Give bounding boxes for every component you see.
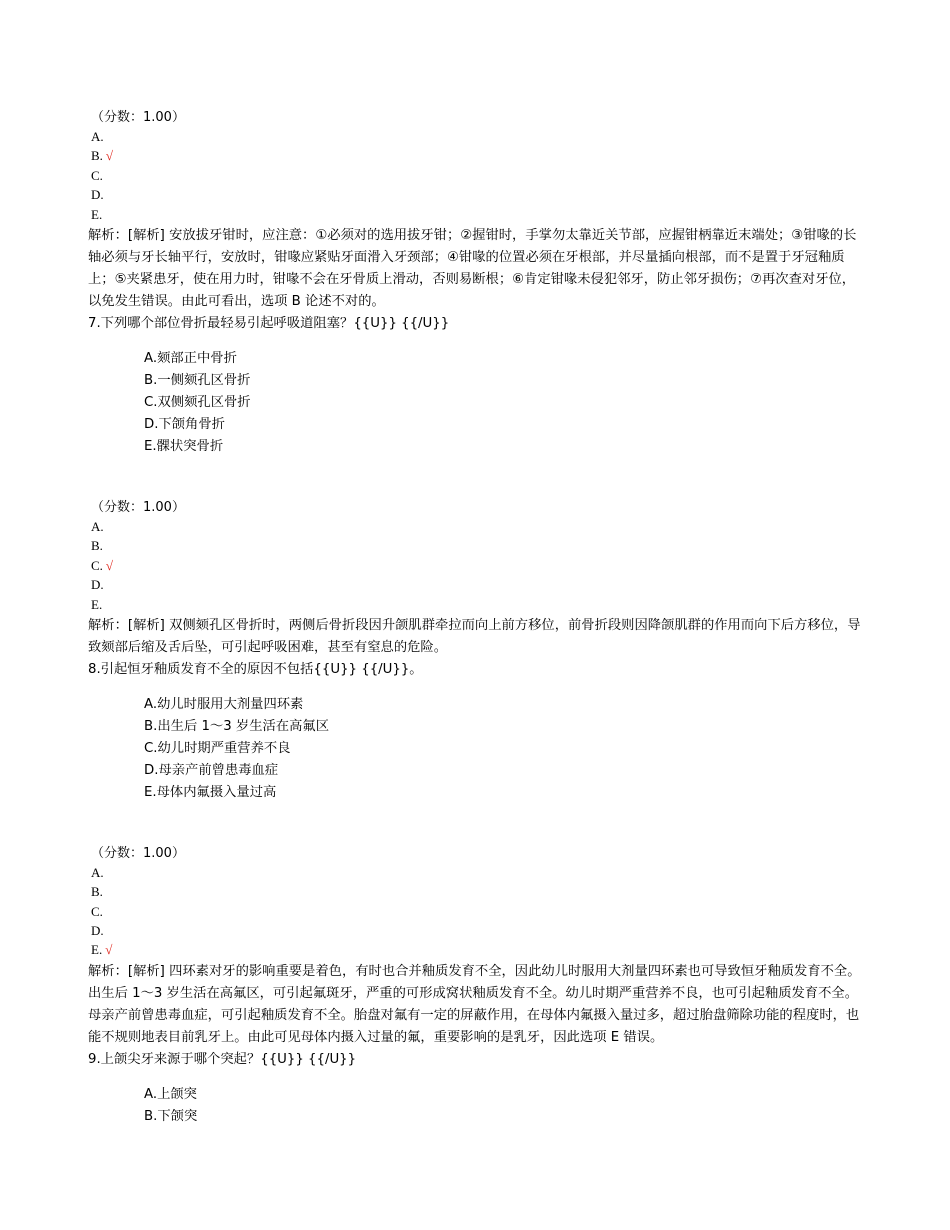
option-mark-a: A. [91, 518, 104, 534]
option-mark-b: B. [91, 538, 103, 554]
choice-item: E.母体内氟摄入量过高 [144, 784, 277, 800]
question-page [88, 108, 864, 1128]
option-mark-b: B. √ [91, 148, 114, 164]
option-mark-c: C. [91, 167, 103, 183]
correct-check-icon: √ [105, 942, 113, 958]
option-mark-a: A. [91, 129, 104, 144]
question-stem: 8.引起恒牙釉质发育不全的原因不包括{{U}} {{/U}}。 [88, 661, 423, 677]
question-stem: 9.上颌尖牙来源于哪个突起？{{U}} {{/U}} [88, 1051, 357, 1067]
choice-item: D.母亲产前曾患毒血症 [144, 762, 279, 778]
choice-item: A.幼儿时服用大剂量四环素 [144, 696, 304, 712]
choice-item: B.出生后 1～3 岁生活在高氟区 [144, 718, 329, 734]
question-stem: 7.下列哪个部位骨折最轻易引起呼吸道阻塞？{{U}} {{/U}} [88, 315, 450, 331]
choice-item: E.髁状突骨折 [144, 438, 224, 454]
option-mark-c: C. [91, 903, 103, 919]
answer-block [88, 108, 864, 458]
choice-item: A.颏部正中骨折 [144, 350, 237, 366]
option-mark-e: E. [91, 596, 103, 612]
choice-list [144, 348, 864, 458]
option-mark-d: D. [91, 577, 104, 593]
option-mark-e: E. [91, 206, 103, 222]
correct-check-icon: √ [105, 557, 114, 573]
option-mark-e: E. √ [91, 942, 113, 958]
option-mark-c: C. √ [91, 557, 114, 573]
score-label: （分数：1.00） [91, 499, 185, 515]
option-mark-a: A. [91, 864, 104, 880]
choice-item: B.一侧颏孔区骨折 [144, 372, 251, 388]
answer-block [88, 498, 864, 804]
answer-block [88, 844, 864, 1128]
correct-check-icon: √ [105, 148, 114, 164]
choice-item: D.下颌角骨折 [144, 416, 225, 432]
analysis-text: 解析：[解析] 双侧颏孔区骨折时，两侧后骨折段因升颌肌群牵拉而向上前方移位，前骨折段则因降颌肌群的作用而向下后方移位，导致颏部后缩及舌后坠，可引起呼吸困难，甚至有窒息的危险。 [88, 617, 861, 655]
analysis-text: 解析：[解析] 安放拔牙钳时，应注意：①必须对的选用拔牙钳；②握钳时，手掌勿太靠近关节部，应握钳柄靠近末端处；③钳喙的长轴必须与牙长轴平行，安放时，钳喙应紧贴牙面滑入牙颈部；④钳喙的位置必须在牙根部，并尽量插向根部，而不是置于牙冠釉质上；⑤夹紧患牙，使在用力时，钳喙不会在牙骨质上滑动，否则易断根；⑥肯定钳喙未侵犯邻牙，防止邻牙损伤；⑦再次查对牙位，以免发生错误。由此可看出，选项 B 论述不对的。 [88, 227, 857, 309]
choice-list [144, 694, 864, 804]
choice-list [144, 1084, 864, 1128]
choice-item: A.上颌突 [144, 1086, 197, 1102]
option-mark-d: D. [91, 187, 104, 203]
score-label: （分数：1.00） [91, 110, 185, 125]
option-mark-d: D. [91, 923, 104, 939]
option-mark-b: B. [91, 884, 103, 900]
choice-item: C.双侧颏孔区骨折 [144, 394, 251, 410]
analysis-text: 解析：[解析] 四环素对牙的影响重要是着色，有时也合并釉质发育不全，因此幼儿时服用大剂量四环素也可导致恒牙釉质发育不全。出生后 1～3 岁生活在高氟区，可引起氟斑牙，严重的可形成窝状釉质发育不全。幼儿时期严重营养不良，也可引起釉质发育不全。母亲产前曾患毒血症，可引起釉质发育不全。胎盘对氟有一定的屏蔽作用，在母体内氟摄入量过多，超过胎盘筛除功能的程度时，也能不规则地表目前乳牙上。由此可见母体内摄入过量的氟，重要影响的是乳牙，因此选项 E 错误。 [88, 963, 861, 1045]
score-label: （分数：1.00） [91, 845, 185, 861]
choice-item: C.幼儿时期严重营养不良 [144, 740, 291, 756]
choice-item: B.下颌突 [144, 1108, 198, 1124]
